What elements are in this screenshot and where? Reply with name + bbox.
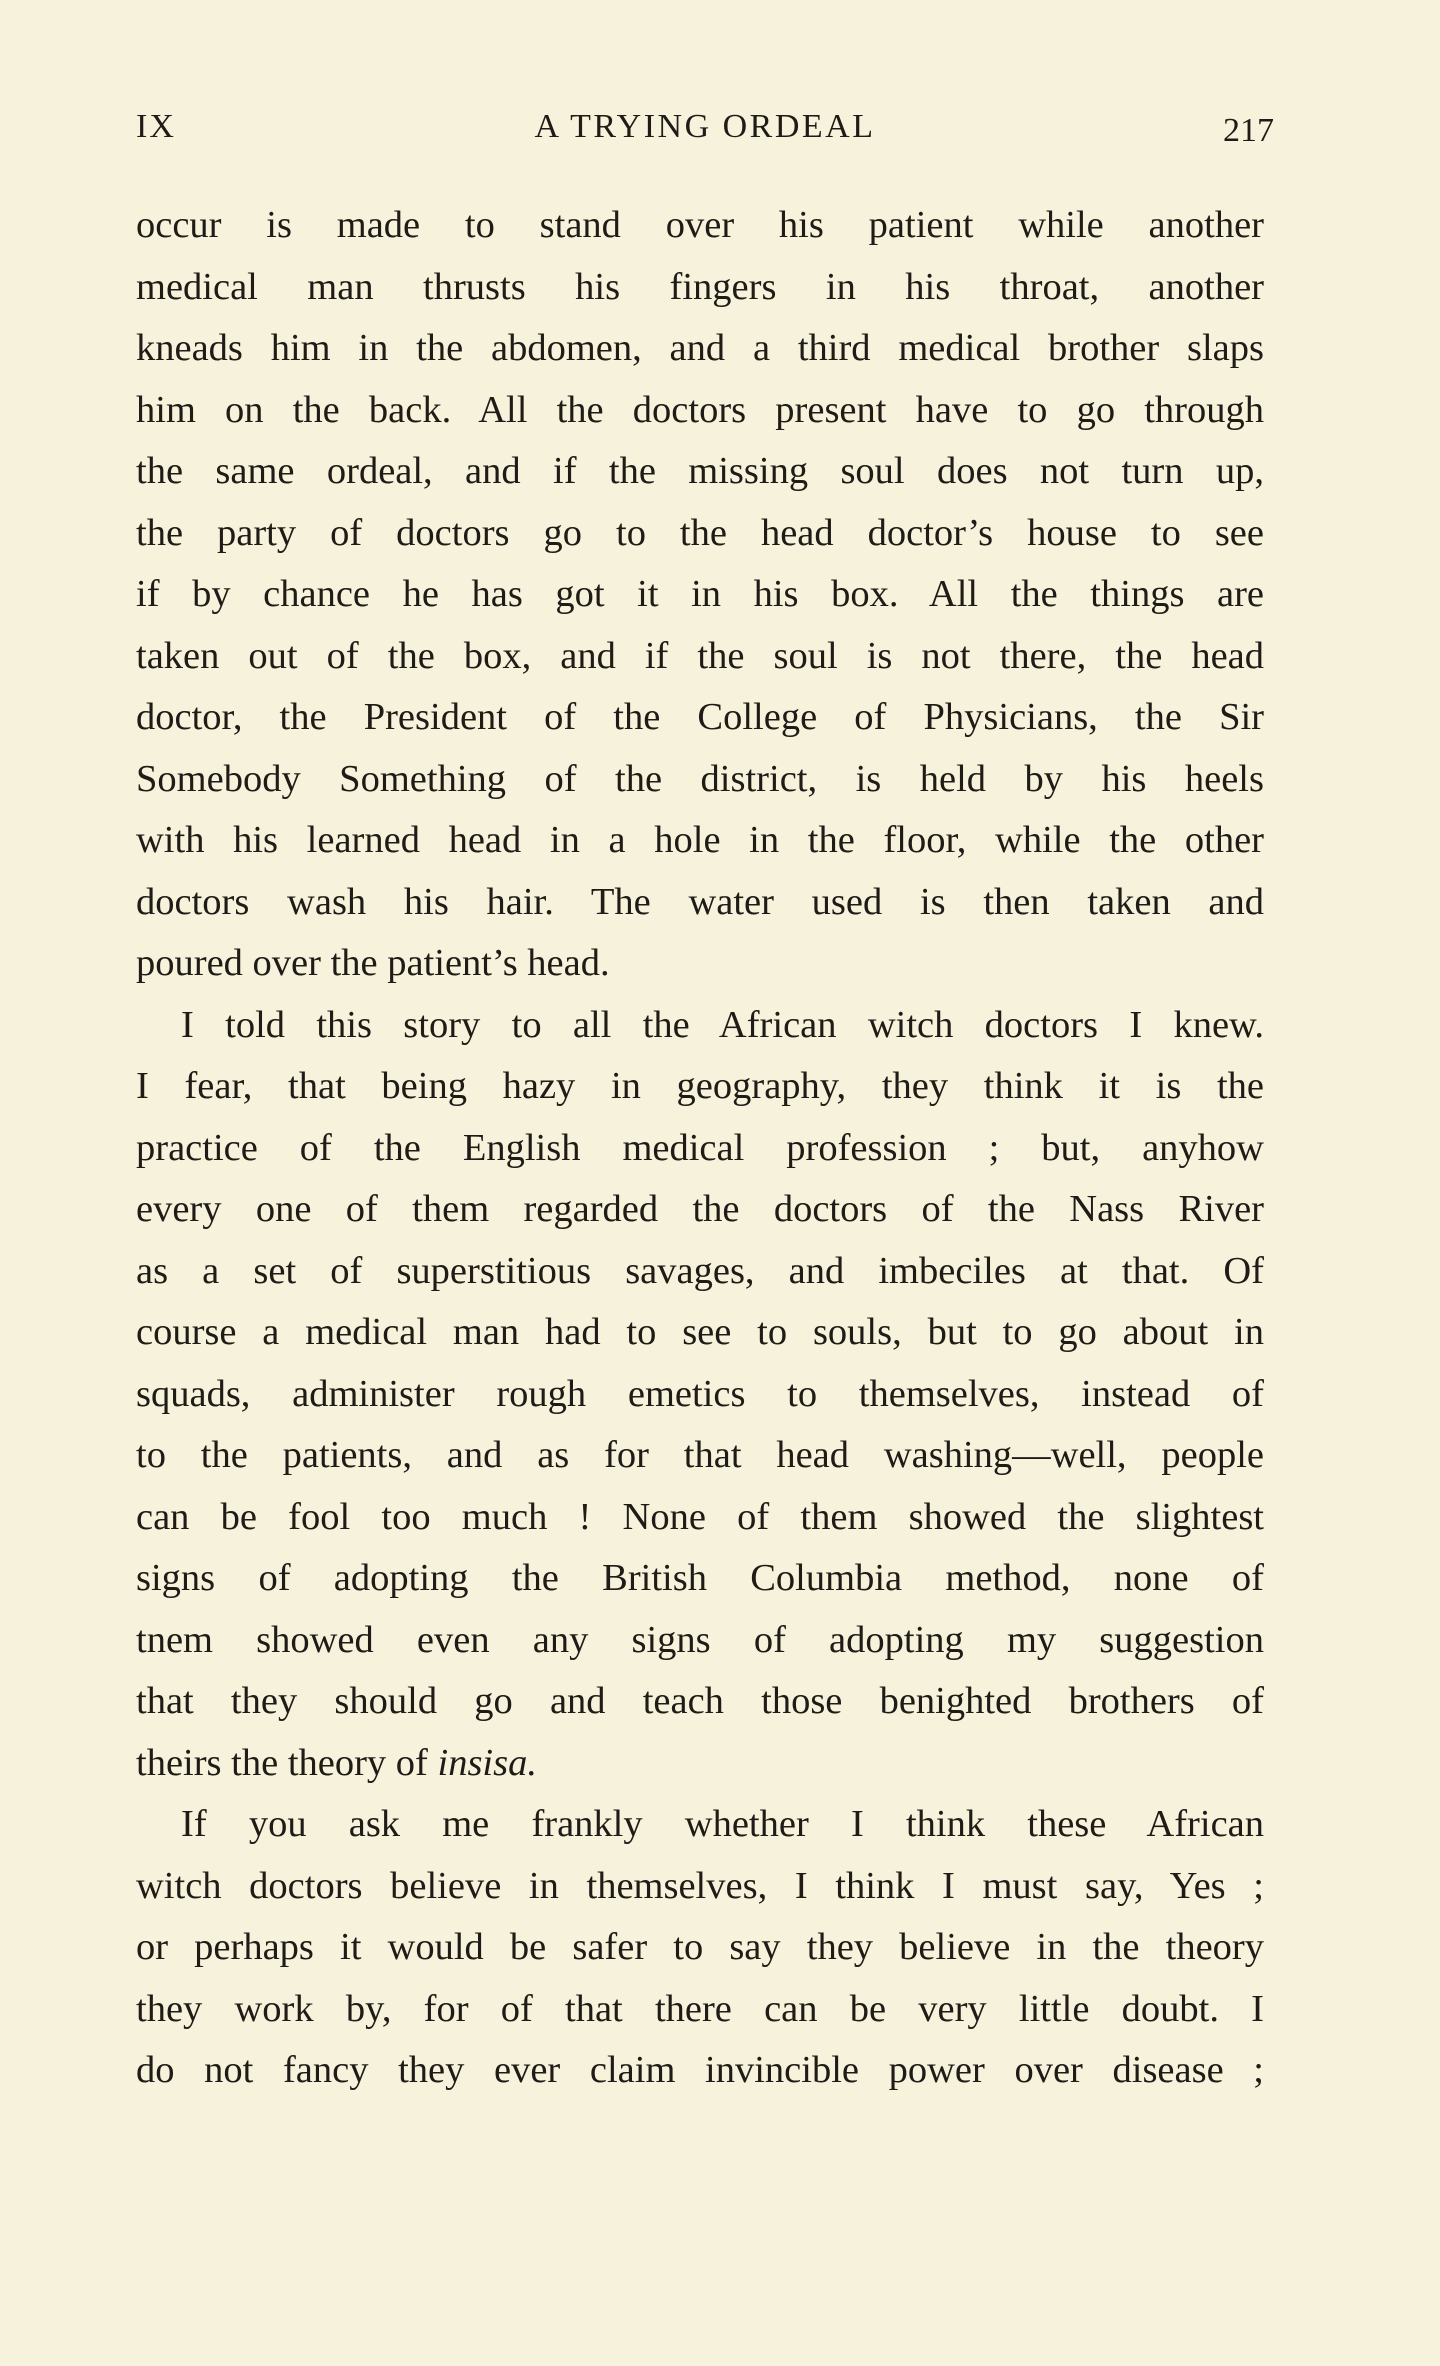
text-line: if by chance he has got it in his box. All the things are (136, 573, 1264, 615)
text-line-with-italic (136, 1733, 1264, 1795)
running-header (136, 108, 1274, 158)
text-line: doctor, the President of the College of Physicians, the Sir (136, 696, 1264, 738)
italic-term: insisa. (437, 1741, 537, 1784)
text-line: the same ordeal, and if the missing soul does not turn up, (136, 450, 1264, 492)
text-line: squads, administer rough emetics to themselves, instead of (136, 1372, 1264, 1415)
text-line: taken out of the box, and if the soul is not there, the head (136, 634, 1264, 677)
text-line: course a medical man had to see to souls, but to go about in (136, 1311, 1264, 1353)
text-line: kneads him in the abdomen, and a third medical brother slaps (136, 327, 1264, 369)
text-line: occur is made to stand over his patient while another (136, 204, 1264, 246)
chapter-number: IX (136, 108, 176, 145)
text-line: as a set of superstitious savages, and imbeciles at that. Of (136, 1249, 1264, 1292)
page-number: 217 (1223, 112, 1274, 149)
body-text (136, 195, 1264, 2102)
text-line: If you ask me frankly whether I think these African (181, 1803, 1264, 1845)
text-line: do not fancy they ever claim invincible power over disease ; (136, 2049, 1264, 2091)
text-line: signs of adopting the British Columbia method, none of (136, 1557, 1264, 1599)
text-line: or perhaps it would be safer to say they believe in the theory (136, 1926, 1264, 1968)
text-line: every one of them regarded the doctors of the Nass River (136, 1188, 1264, 1230)
text-segment: theirs the theory of (136, 1741, 438, 1784)
text-line: Somebody Something of the district, is held by his heels (136, 757, 1264, 800)
text-line: to the patients, and as for that head washing—well, people (136, 1434, 1264, 1476)
text-line: can be fool too much ! None of them showed the slightest (136, 1495, 1264, 1538)
text-line: practice of the English medical profession ; but, anyhow (136, 1126, 1264, 1169)
text-line: doctors wash his hair. The water used is then taken and (136, 880, 1264, 923)
text-line: that they should go and teach those benighted brothers of (136, 1680, 1264, 1722)
text-line: witch doctors believe in themselves, I think I must say, Yes ; (136, 1864, 1264, 1907)
text-line: I told this story to all the African witch doctors I knew. (181, 1003, 1264, 1046)
text-line: poured over the patient’s head. (136, 942, 610, 984)
text-line: tnem showed even any signs of adopting my suggestion (136, 1618, 1264, 1661)
running-title: A TRYING ORDEAL (534, 108, 876, 145)
text-line: him on the back. All the doctors present have to go through (136, 388, 1264, 431)
text-line: the party of doctors go to the head doctor’s house to see (136, 511, 1264, 554)
text-line: medical man thrusts his fingers in his throat, another (136, 265, 1264, 308)
text-line: with his learned head in a hole in the floor, while the other (136, 819, 1264, 861)
text-line: I fear, that being hazy in geography, they think it is the (136, 1065, 1264, 1107)
text-line: they work by, for of that there can be very little doubt. I (136, 1987, 1264, 2030)
